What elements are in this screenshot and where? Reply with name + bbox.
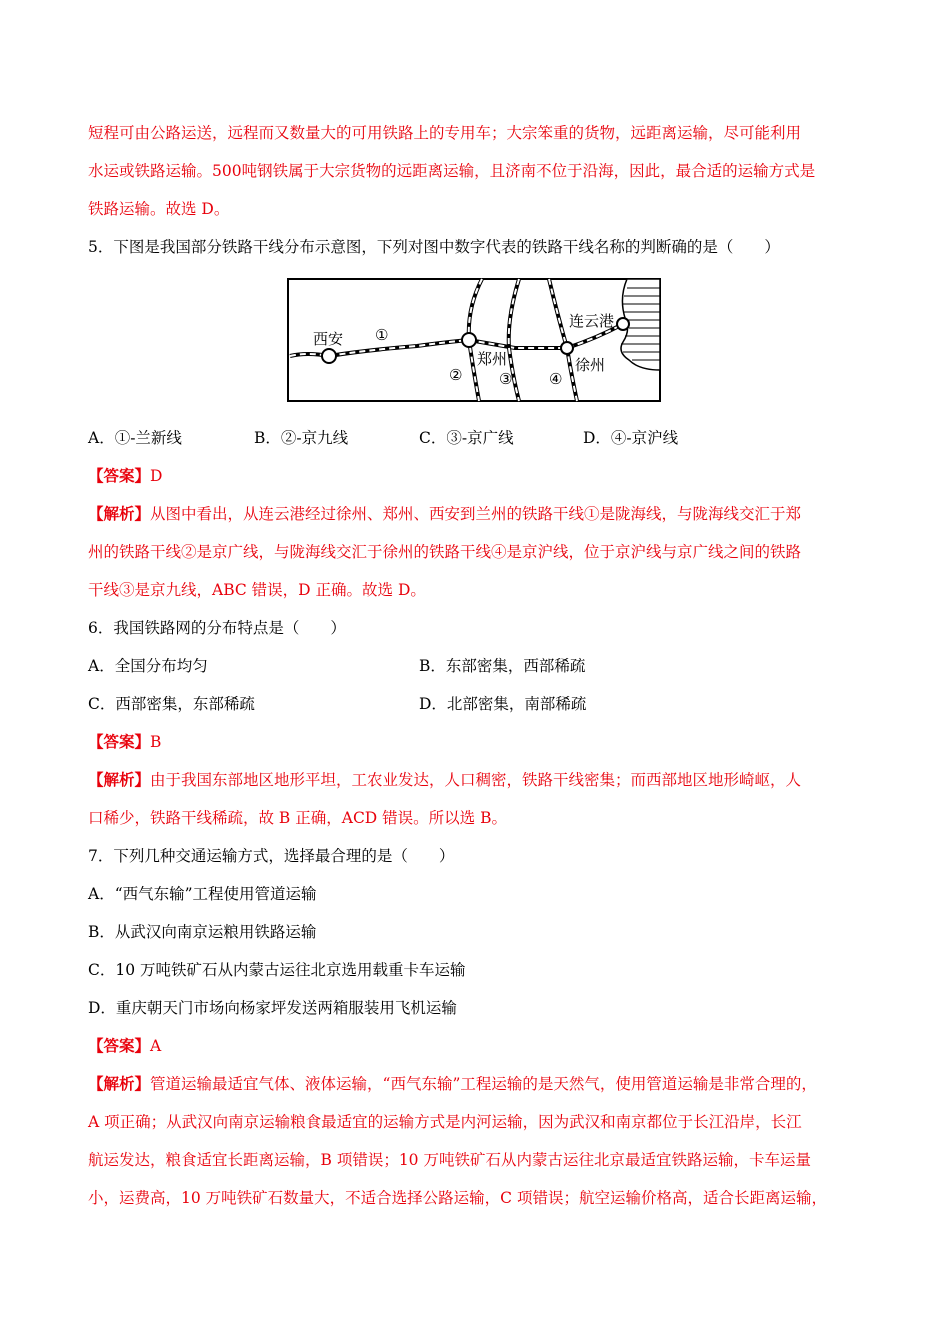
city-zhengzhou-marker <box>462 333 476 347</box>
question-5-stem: 5．下图是我国部分铁路干线分布示意图，下列对图中数字代表的铁路干线名称的判断确的是（ ） <box>88 238 780 256</box>
question-5-option-c[interactable]: C．③-京广线 <box>419 429 514 447</box>
label-zhengzhou: 郑州 <box>477 350 508 368</box>
prev-explanation-line: 水运或铁路运输。500吨钢铁属于大宗货物的远距离运输，且济南不位于沿海，因此，最合适的运输方式是 <box>88 162 816 180</box>
city-xian-marker <box>322 349 336 363</box>
question-6-answer <box>88 732 161 752</box>
analysis-text: 从图中看出，从连云港经过徐州、郑州、西安到兰州的铁路干线①是陇海线，与陇海线交汇于郑 <box>150 505 802 523</box>
question-7-analysis-line <box>88 1074 817 1094</box>
question-7-analysis-line: 小，运费高，10 万吨铁矿石数量大，不适合选择公路运输，C 项错误；航空运输价格高，适合长距离运输， <box>88 1189 827 1207</box>
question-7-stem: 7．下列几种交通运输方式，选择最合理的是（ ） <box>88 847 455 865</box>
question-7-analysis-line: 航运发达，粮食适宜长距离运输，B 项错误；10 万吨铁矿石从内蒙古运往北京最适宜铁路运输，卡车运量 <box>88 1151 811 1169</box>
question-7-option-a[interactable]: A．“西气东输”工程使用管道运输 <box>88 885 317 903</box>
analysis-tag: 【解析】 <box>88 504 151 523</box>
label-lianyungang: 连云港 <box>569 312 615 330</box>
city-xuzhou-marker <box>561 342 573 354</box>
question-5-option-d[interactable]: D．④-京沪线 <box>583 429 679 447</box>
question-7-answer <box>88 1036 161 1056</box>
question-6-option-d[interactable]: D．北部密集，南部稀疏 <box>419 695 587 713</box>
label-xian: 西安 <box>313 330 344 348</box>
railway-map <box>287 278 661 402</box>
question-6-option-b[interactable]: B．东部密集，西部稀疏 <box>419 657 586 675</box>
question-7-option-c[interactable]: C．10 万吨铁矿石从内蒙古运往北京选用载重卡车运输 <box>88 961 466 979</box>
analysis-tag: 【解析】 <box>88 770 151 789</box>
analysis-tag: 【解析】 <box>88 1074 151 1093</box>
label-line-3: ③ <box>499 370 513 388</box>
label-line-4: ④ <box>549 370 563 388</box>
question-7-option-b[interactable]: B．从武汉向南京运粮用铁路运输 <box>88 923 317 941</box>
question-5-option-b[interactable]: B．②-京九线 <box>254 429 349 447</box>
question-5-answer <box>88 466 162 486</box>
answer-tag: 【答案】 <box>88 732 151 751</box>
answer-value: B <box>150 733 162 751</box>
question-5-analysis-line <box>88 504 801 524</box>
analysis-text: 管道运输最适宜气体、液体运输，“西气东输”工程运输的是天然气，使用管道运输是非常合理的， <box>150 1075 817 1093</box>
answer-value: D <box>150 467 163 485</box>
label-xuzhou: 徐州 <box>575 356 606 374</box>
question-5-analysis-line: 干线③是京九线，ABC 错误，D 正确。故选 D。 <box>88 581 426 599</box>
prev-explanation-line: 铁路运输。故选 D。 <box>88 200 230 218</box>
question-7-option-d[interactable]: D．重庆朝天门市场向杨家坪发送两箱服装用飞机运输 <box>88 999 457 1017</box>
question-5-option-a[interactable]: A．①-兰新线 <box>88 429 182 447</box>
question-6-stem: 6．我国铁路网的分布特点是（ ） <box>88 619 346 637</box>
city-lianyungang-marker <box>617 318 629 330</box>
answer-tag: 【答案】 <box>88 466 151 485</box>
question-6-option-a[interactable]: A．全国分布均匀 <box>88 657 208 675</box>
question-6-analysis-line: 口稀少，铁路干线稀疏，故 B 正确，ACD 错误。所以选 B。 <box>88 809 507 827</box>
answer-value: A <box>150 1037 162 1055</box>
label-line-2: ② <box>449 366 463 384</box>
label-line-1: ① <box>375 326 389 344</box>
prev-explanation-line: 短程可由公路运送，远程而又数量大的可用铁路上的专用车；大宗笨重的货物，远距离运输，尽可能利用 <box>88 124 802 142</box>
question-6-option-c[interactable]: C．西部密集，东部稀疏 <box>88 695 255 713</box>
answer-tag: 【答案】 <box>88 1036 151 1055</box>
question-6-analysis-line <box>88 770 801 790</box>
question-7-analysis-line: A 项正确；从武汉向南京运输粮食最适宜的运输方式是内河运输，因为武汉和南京都位于长江沿岸，长江 <box>88 1113 802 1131</box>
question-5-analysis-line: 州的铁路干线②是京广线，与陇海线交汇于徐州的铁路干线④是京沪线，位于京沪线与京广线之间的铁路 <box>88 543 802 561</box>
analysis-text: 由于我国东部地区地形平坦，工农业发达，人口稠密，铁路干线密集；而西部地区地形崎岖，人 <box>150 771 802 789</box>
